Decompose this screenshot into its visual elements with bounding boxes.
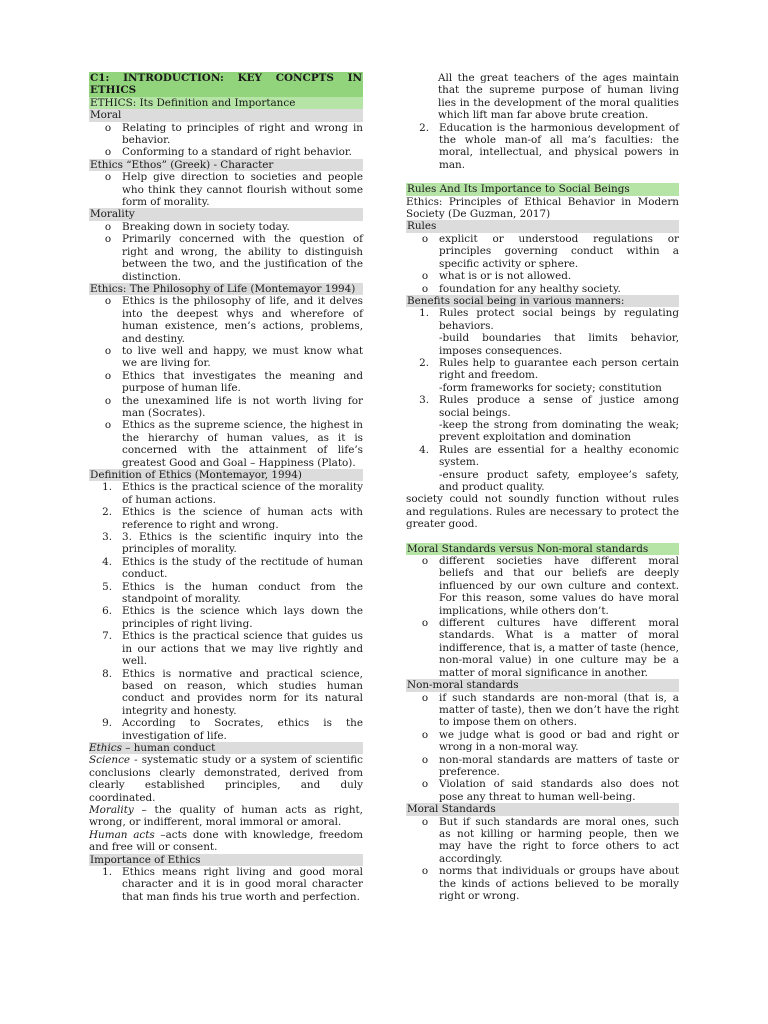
list-number: 8.	[102, 667, 112, 680]
bullet-icon: o	[104, 233, 112, 246]
list-item: o norms that individuals or groups have about the kinds of actions believed to be morally right or wrong.	[406, 865, 679, 902]
list-item: o Relating to principles of right and wrong in behavior.	[89, 122, 363, 147]
list-item: o the unexamined life is not worth living for man (Socrates).	[89, 395, 363, 420]
term-science: Science - systematic study or a system of scientific conclusions clearly demonstrated, derived from clearly established principles, and duly coordinated.	[89, 754, 363, 804]
list-number: 5.	[102, 580, 112, 593]
list-item: o foundation for any healthy society.	[406, 283, 679, 295]
list-item: o But if such standards are moral ones, such as not killing or harming people, then we may have the right to force others to act accordingly.	[406, 816, 679, 866]
list-number: 2.	[419, 121, 429, 134]
list-item: 4. Rules are essential for a healthy economic system. -ensure product safety, employee’s safety, and product quality.	[406, 444, 679, 494]
bullet-icon: o	[104, 121, 112, 134]
rules-closing: society could not soundly function without rules and regulations. Rules are necessary to protect the greater good.	[406, 493, 679, 531]
importance-list	[89, 866, 363, 903]
heading-philosophy: Ethics: The Philosophy of Life (Montemayor 1994)	[89, 283, 363, 295]
bullet-icon: o	[421, 753, 429, 766]
nonmoral-list	[406, 692, 679, 804]
moral-standards-list	[406, 816, 679, 903]
moral-list	[89, 122, 363, 159]
bullet-icon: o	[421, 728, 429, 741]
list-item: o Ethics as the supreme science, the highest in the hierarchy of human values, as it is concerned with the attainment of life’s greatest Good and Goal – Happiness (Plato).	[89, 419, 363, 469]
bullet-icon: o	[104, 146, 112, 159]
list-item: o Ethics that investigates the meaning and purpose of human life.	[89, 370, 363, 395]
rules-title: Rules And Its Importance to Social Beings	[406, 183, 679, 195]
list-item: 7. Ethics is the practical science that guides us in our actions that we may live rightly and well.	[89, 630, 363, 667]
bullet-icon: o	[104, 344, 112, 357]
list-item: o explicit or understood regulations or principles governing conduct within a specific activity or sphere.	[406, 233, 679, 270]
importance-list-continued	[406, 122, 679, 172]
bullet-icon: o	[421, 282, 429, 295]
list-item: o different cultures have different moral standards. What is a matter of moral indifference, that is, a matter of taste (hence, non-moral value) in one culture may be a matter of moral significance in another.	[406, 617, 679, 679]
definition-list	[89, 481, 363, 742]
heading-moral: Moral	[89, 109, 363, 121]
list-item: 2. Rules help to guarantee each person certain right and freedom. -form frameworks for society; constitution	[406, 357, 679, 394]
list-number: 6.	[102, 605, 112, 618]
philosophy-list	[89, 295, 363, 469]
list-item: 6. Ethics is the science which lays down the principles of right living.	[89, 605, 363, 630]
list-item: 1. Ethics is the practical science of the morality of human actions.	[89, 481, 363, 506]
list-item: 8. Ethics is normative and practical science, based on reason, which studies human conduct and provides norm for its natural integrity and honesty.	[89, 668, 363, 718]
standards-list	[406, 555, 679, 679]
chapter-title: C1: INTRODUCTION: KEY CONCPTS IN ETHICS	[90, 72, 362, 97]
bullet-icon: o	[104, 295, 112, 308]
list-number: 2.	[102, 506, 112, 519]
list-number: 3.	[102, 531, 112, 544]
bullet-icon: o	[421, 555, 429, 568]
list-item: o different societies have different moral beliefs and that our beliefs are deeply influenced by our own culture and context. For this reason, some values do have moral implications, while others don’t.	[406, 555, 679, 617]
heading-definition: Definition of Ethics (Montemayor, 1994)	[89, 469, 363, 481]
morality-list	[89, 221, 363, 283]
list-number: 4.	[102, 555, 112, 568]
term-human-acts: Human acts –acts done with knowledge, freedom and free will or consent.	[89, 828, 363, 854]
list-item: 1. Rules protect social beings by regulating behaviors. -build boundaries that limits behavior, imposes consequences.	[406, 307, 679, 357]
ethos-list	[89, 171, 363, 208]
bullet-icon: o	[104, 419, 112, 432]
list-item: 9. According to Socrates, ethics is the investigation of life.	[89, 717, 363, 742]
heading-moral-standards: Moral Standards	[406, 803, 679, 815]
importance-continued: All the great teachers of the ages maintain that the supreme purpose of human living lies in the development of the moral qualities which lift man far above brute creation.	[438, 72, 679, 122]
list-item: 5. Ethics is the human conduct from the standpoint of morality.	[89, 581, 363, 606]
heading-benefits: Benefits social being in various manners:	[406, 295, 679, 307]
bullet-icon: o	[421, 617, 429, 630]
list-number: 3.	[419, 394, 429, 407]
list-number: 4.	[419, 443, 429, 456]
term-ethics: Ethics – human conduct	[89, 742, 363, 754]
list-item: 2. Education is the harmonious development of the whole man-of all ma’s faculties: the moral, intellectual, and physical powers in man.	[406, 122, 679, 172]
right-column	[406, 72, 679, 902]
benefits-list	[406, 307, 679, 493]
list-item: o non-moral standards are matters of taste or preference.	[406, 754, 679, 779]
list-item: o what is or is not allowed.	[406, 270, 679, 282]
bullet-icon: o	[104, 171, 112, 184]
list-item: o Help give direction to societies and people who think they cannot flourish without some form of morality.	[89, 171, 363, 208]
bullet-icon: o	[104, 220, 112, 233]
list-item: o Primarily concerned with the question of right and wrong, the ability to distinguish between the two, and the justification of the distinction.	[89, 233, 363, 283]
bullet-icon: o	[421, 691, 429, 704]
bullet-icon: o	[421, 232, 429, 245]
standards-title: Moral Standards versus Non-moral standards	[406, 543, 679, 555]
bullet-icon: o	[104, 394, 112, 407]
list-item: 1. Ethics means right living and good moral character and it is in good moral character that man finds his true worth and perfection.	[89, 866, 363, 903]
list-item: o if such standards are non-moral (that is, a matter of taste), then we don’t have the right to impose them on others.	[406, 692, 679, 729]
list-item: 3. Rules produce a sense of justice among social beings. -keep the strong from dominating the weak; prevent exploitation and domination	[406, 394, 679, 444]
list-number: 7.	[102, 630, 112, 643]
bullet-icon: o	[421, 815, 429, 828]
heading-importance: Importance of Ethics	[89, 854, 363, 866]
list-item: o Violation of said standards also does not pose any threat to human well-being.	[406, 778, 679, 803]
bullet-icon: o	[104, 369, 112, 382]
list-number: 1.	[102, 866, 112, 878]
list-number: 9.	[102, 717, 112, 730]
list-item: 3. 3. Ethics is the scientific inquiry into the principles of morality.	[89, 531, 363, 556]
bullet-icon: o	[421, 865, 429, 878]
list-item: o we judge what is good or bad and right or wrong in a non-moral way.	[406, 729, 679, 754]
section-subtitle: ETHICS: Its Definition and Importance	[89, 97, 363, 109]
list-number: 2.	[419, 356, 429, 369]
rules-source: Ethics: Principles of Ethical Behavior in Modern Society (De Guzman, 2017)	[406, 195, 679, 221]
heading-ethos: Ethics “Ethos” (Greek) - Character	[89, 159, 363, 171]
bullet-icon: o	[421, 270, 429, 283]
bullet-icon: o	[421, 778, 429, 791]
list-number: 1.	[419, 307, 429, 320]
list-item: o to live well and happy, we must know what we are living for.	[89, 345, 363, 370]
list-item: 2. Ethics is the science of human acts with reference to right and wrong.	[89, 506, 363, 531]
term-morality: Morality – the quality of human acts as right, wrong, or indifferent, moral immoral or amoral.	[89, 803, 363, 829]
list-item: o Ethics is the philosophy of life, and it delves into the deepest whys and wherefore of human existence, men’s actions, problems, and destiny.	[89, 295, 363, 345]
list-number: 1.	[102, 481, 112, 494]
heading-rules: Rules	[406, 220, 679, 232]
rules-list	[406, 233, 679, 295]
list-item: o Conforming to a standard of right behavior.	[89, 146, 363, 158]
list-item: o Breaking down in society today.	[89, 221, 363, 233]
heading-morality: Morality	[89, 208, 363, 220]
left-column	[89, 72, 363, 903]
heading-nonmoral: Non-moral standards	[406, 679, 679, 691]
list-item: 4. Ethics is the study of the rectitude of human conduct.	[89, 556, 363, 581]
